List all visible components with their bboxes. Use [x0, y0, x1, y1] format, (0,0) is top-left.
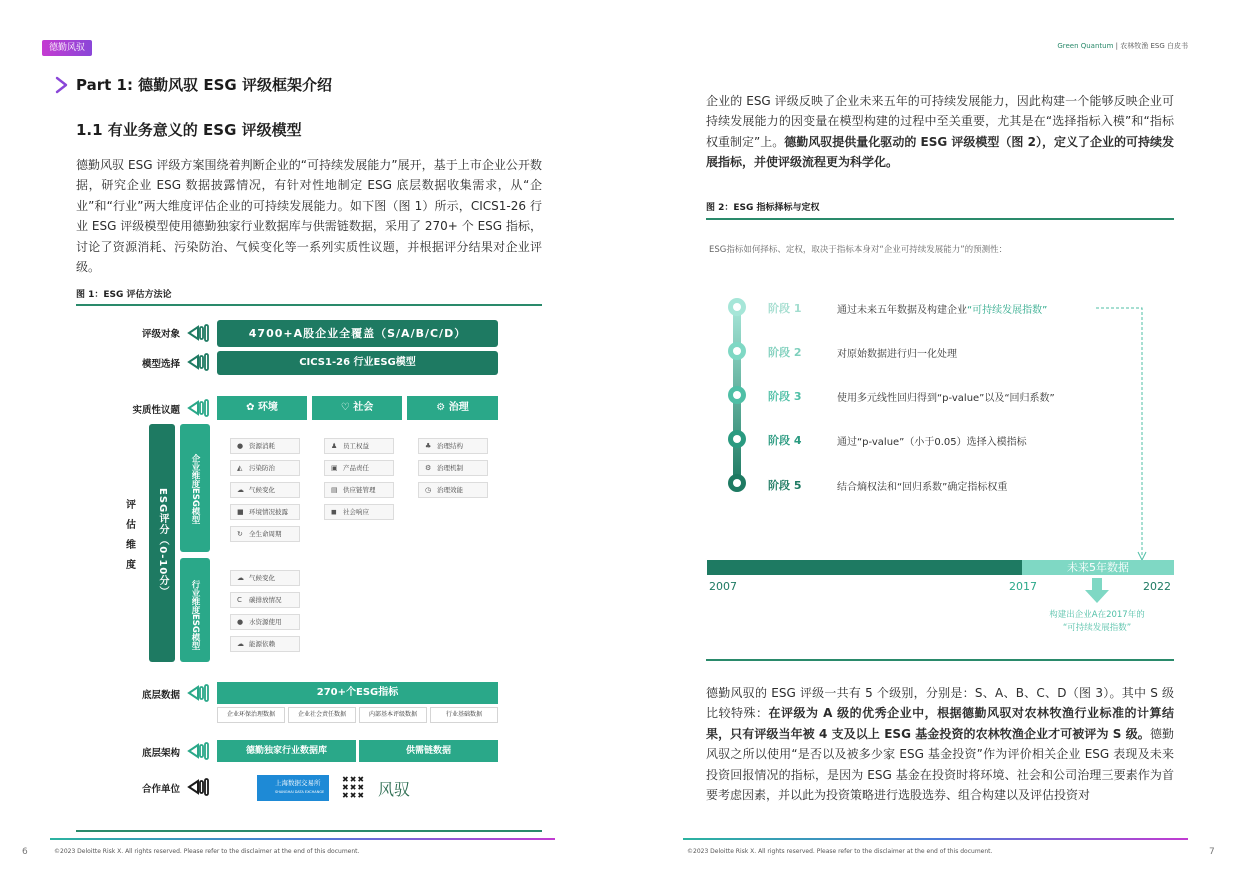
- architecture-db-bar: 德勤独家行业数据库: [217, 740, 356, 762]
- indicator-item: ◼ 社会响应: [324, 504, 394, 520]
- indicator-item: C 碳排放情况: [230, 592, 300, 608]
- stage-text-2: 对原始数据进行归一化处理: [837, 349, 957, 360]
- industry-dimension-bar: 行业维度ESG模型: [180, 558, 210, 662]
- indicator-item: ↻ 全生命周期: [230, 526, 300, 542]
- figure2-top-rule: [706, 218, 1174, 220]
- timeline-future-bar: 未来5年数据: [1022, 560, 1174, 575]
- dashed-connector-arrow: [1096, 302, 1150, 564]
- page-number-right: 7: [1209, 847, 1215, 857]
- stage-text-3: 使用多元线性回归得到“p-value”以及“回归系数”: [837, 393, 1055, 404]
- brand-tag: 德勤风驭: [42, 40, 92, 56]
- row-label-dimension: 评估维度: [126, 500, 136, 571]
- stage-text-1: 通过未来五年数据及构建企业“可持续发展指数”: [837, 305, 1048, 316]
- base-data-leaf: 内部基本评级数据: [359, 707, 427, 723]
- indicator-item: ◭ 污染防治: [230, 460, 300, 476]
- model-bar: CICS1-26 行业ESG模型: [217, 351, 498, 375]
- stage-progress-line: [720, 296, 760, 496]
- stage-text-4: 通过“p-value”（小于0.05）选择入模指标: [837, 437, 1027, 448]
- timeline-end-year: 2022: [1143, 580, 1171, 593]
- stage-label-2: 阶段 2: [768, 346, 802, 359]
- figure1-bottom-rule: [76, 830, 542, 832]
- part-title: Part 1: 德勤风驭 ESG 评级框架介绍: [76, 76, 332, 94]
- series-title: 农林牧渔 ESG 白皮书: [1120, 42, 1188, 50]
- arrow-down-icon: [1084, 578, 1110, 604]
- signal-icon: [186, 742, 210, 760]
- indicator-item: ◷ 治理效能: [418, 482, 488, 498]
- signal-icon: [186, 353, 210, 371]
- timeline-start-year: 2007: [709, 580, 737, 593]
- category-governance: ⚙ 治理: [407, 396, 498, 420]
- timeline-history-bar: [707, 560, 1022, 575]
- row-label-architecture: 底层架构: [141, 748, 180, 759]
- indicator-item: ♣ 治理结构: [418, 438, 488, 454]
- stage-label-4: 阶段 4: [768, 434, 802, 447]
- indicator-item: ▤ 供应链管理: [324, 482, 394, 498]
- timeline-note: 构建出企业A在2017年的 “可持续发展指数”: [1049, 610, 1145, 633]
- signal-icon: [186, 399, 210, 417]
- base-data-leaf: 企业环保治理数据: [217, 707, 285, 723]
- indicator-item: ▣ 产品责任: [324, 460, 394, 476]
- stage-label-1: 阶段 1: [768, 302, 802, 315]
- shanghai-data-exchange-logo: 上海数据交易所 SHANGHAI DATA EXCHANGE: [257, 775, 329, 801]
- row-label-model: 模型选择: [141, 359, 180, 370]
- stage-text-5: 结合熵权法和“回归系数”确定指标权重: [837, 482, 1008, 493]
- intro-paragraph: 德勤风驭 ESG 评级方案围绕着判断企业的“可持续发展能力”展开，基于上市企业公开数据，研究企业 ESG 数据披露情况，有针对性地制定 ESG 底层数据收集需求，从“企业”和“行业”两大维度评估企业的可持续发展能力。如下图（图 1）所示，CICS1-26 行业 ESG 评级模型使用德勤独家行业数据库与供需链数据，采用了 270+ 个 ESG 指标，讨论了资源消耗、污染防治、气候变化等一系列实质性议题，并根据评分结果对企业评级。: [76, 158, 542, 275]
- right-paragraph-1: 企业的 ESG 评级反映了企业未来五年的可持续发展能力，因此构建一个能够反映企业可持续发展能力的因变量在模型构建的过程中至关重要，尤其是在“选择指标入模”和“指标权重制定”上。德勤风驭提供量化驱动的 ESG 评级模型（图 2），定义了企业的可持续发展指标，并使评级流程更为科学化。: [706, 94, 1175, 170]
- indicator-item: ☁ 气候变化: [230, 570, 300, 586]
- figure1-caption: 图 1：ESG 评估方法论: [76, 290, 172, 300]
- leaf-icon: ✿: [246, 402, 258, 413]
- timeline-mid-year: 2017: [1009, 580, 1037, 593]
- indicator-item: ● 水资源使用: [230, 614, 300, 630]
- copyright-left: ©2023 Deloitte Risk X. All rights reserved. Please refer to the disclaimer at the end of this document.: [54, 848, 360, 855]
- indicator-item: ● 资源消耗: [230, 438, 300, 454]
- fengyu-logo: 风驭: [378, 780, 411, 799]
- architecture-chain-bar: 供需链数据: [359, 740, 498, 762]
- fengyu-mark-icon: ✖✖✖ ✖✖✖ ✖✖✖: [342, 775, 366, 800]
- enterprise-dimension-bar: 企业维度ESG模型: [180, 424, 210, 552]
- indicator-item: ☁ 气候变化: [230, 482, 300, 498]
- signal-icon: [186, 778, 210, 796]
- indicator-item: ☁ 能源依赖: [230, 636, 300, 652]
- stage-label-3: 阶段 3: [768, 390, 802, 403]
- row-label-target: 评级对象: [141, 329, 180, 340]
- base-data-leaf: 行业基础数据: [430, 707, 498, 723]
- figure1-top-rule: [76, 304, 542, 306]
- page-number-left: 6: [22, 847, 28, 857]
- footer-rule-right: [683, 838, 1188, 840]
- footer-rule-left: [50, 838, 555, 840]
- row-label-base-data: 底层数据: [141, 690, 180, 701]
- right-paragraph-2: 德勤风驭的 ESG 评级一共有 5 个级别，分别是：S、A、B、C、D（图 3）。其中 S 级比较特殊：在评级为 A 级的优秀企业中，根据德勤风驭对农林牧渔行业标准的计算结果，只有评级当年被 4 支及以上 ESG 基金投资的农林牧渔企业才可被评为 S 级。德勤风驭之所以使用“是否以及被多少家 ESG 基金投资”作为评价相关企业 ESG 表现及未来投资回报情况的指标，是因为 ESG 基金在投资时将环境、社会和公司治理三要素作为首要考虑因素，并以此为投资策略进行选股选券、组合构建以及评估投资对: [706, 686, 1174, 803]
- section-title: 1.1 有业务意义的 ESG 评级模型: [76, 121, 302, 139]
- base-data-bar: 270+个ESG指标: [217, 682, 498, 704]
- indicator-item: ■ 环境情况披露: [230, 504, 300, 520]
- figure2-intro: ESG指标如何择标、定权，取决于指标本身对“企业可持续发展能力”的预测性：: [709, 245, 1008, 255]
- copyright-right: ©2023 Deloitte Risk X. All rights reserved. Please refer to the disclaimer at the end of this document.: [687, 848, 993, 855]
- category-social: ♡ 社会: [312, 396, 402, 420]
- stage-label-5: 阶段 5: [768, 479, 802, 492]
- heart-hands-icon: ♡: [340, 402, 354, 413]
- indicator-item: ⚙ 治理机制: [418, 460, 488, 476]
- figure2-caption: 图 2：ESG 指标择标与定权: [706, 203, 820, 213]
- signal-icon: [186, 684, 210, 702]
- header-series: Green Quantum | 农林牧渔 ESG 白皮书: [1057, 42, 1188, 50]
- target-bar: 4700+A股企业全覆盖（S/A/B/C/D）: [217, 320, 498, 347]
- base-data-leaf: 企业社会责任数据: [288, 707, 356, 723]
- indicator-item: ♟ 员工权益: [324, 438, 394, 454]
- series-brand: Green Quantum: [1057, 42, 1114, 50]
- row-label-material: 实质性议题: [132, 405, 180, 416]
- gear-icon: ⚙: [436, 402, 449, 413]
- row-label-partner: 合作单位: [141, 784, 180, 795]
- category-environment: ✿ 环境: [217, 396, 307, 420]
- esg-score-bar: ESG评分（0-10分）: [149, 424, 175, 662]
- signal-icon: [186, 324, 210, 342]
- figure2-bottom-rule: [706, 659, 1174, 661]
